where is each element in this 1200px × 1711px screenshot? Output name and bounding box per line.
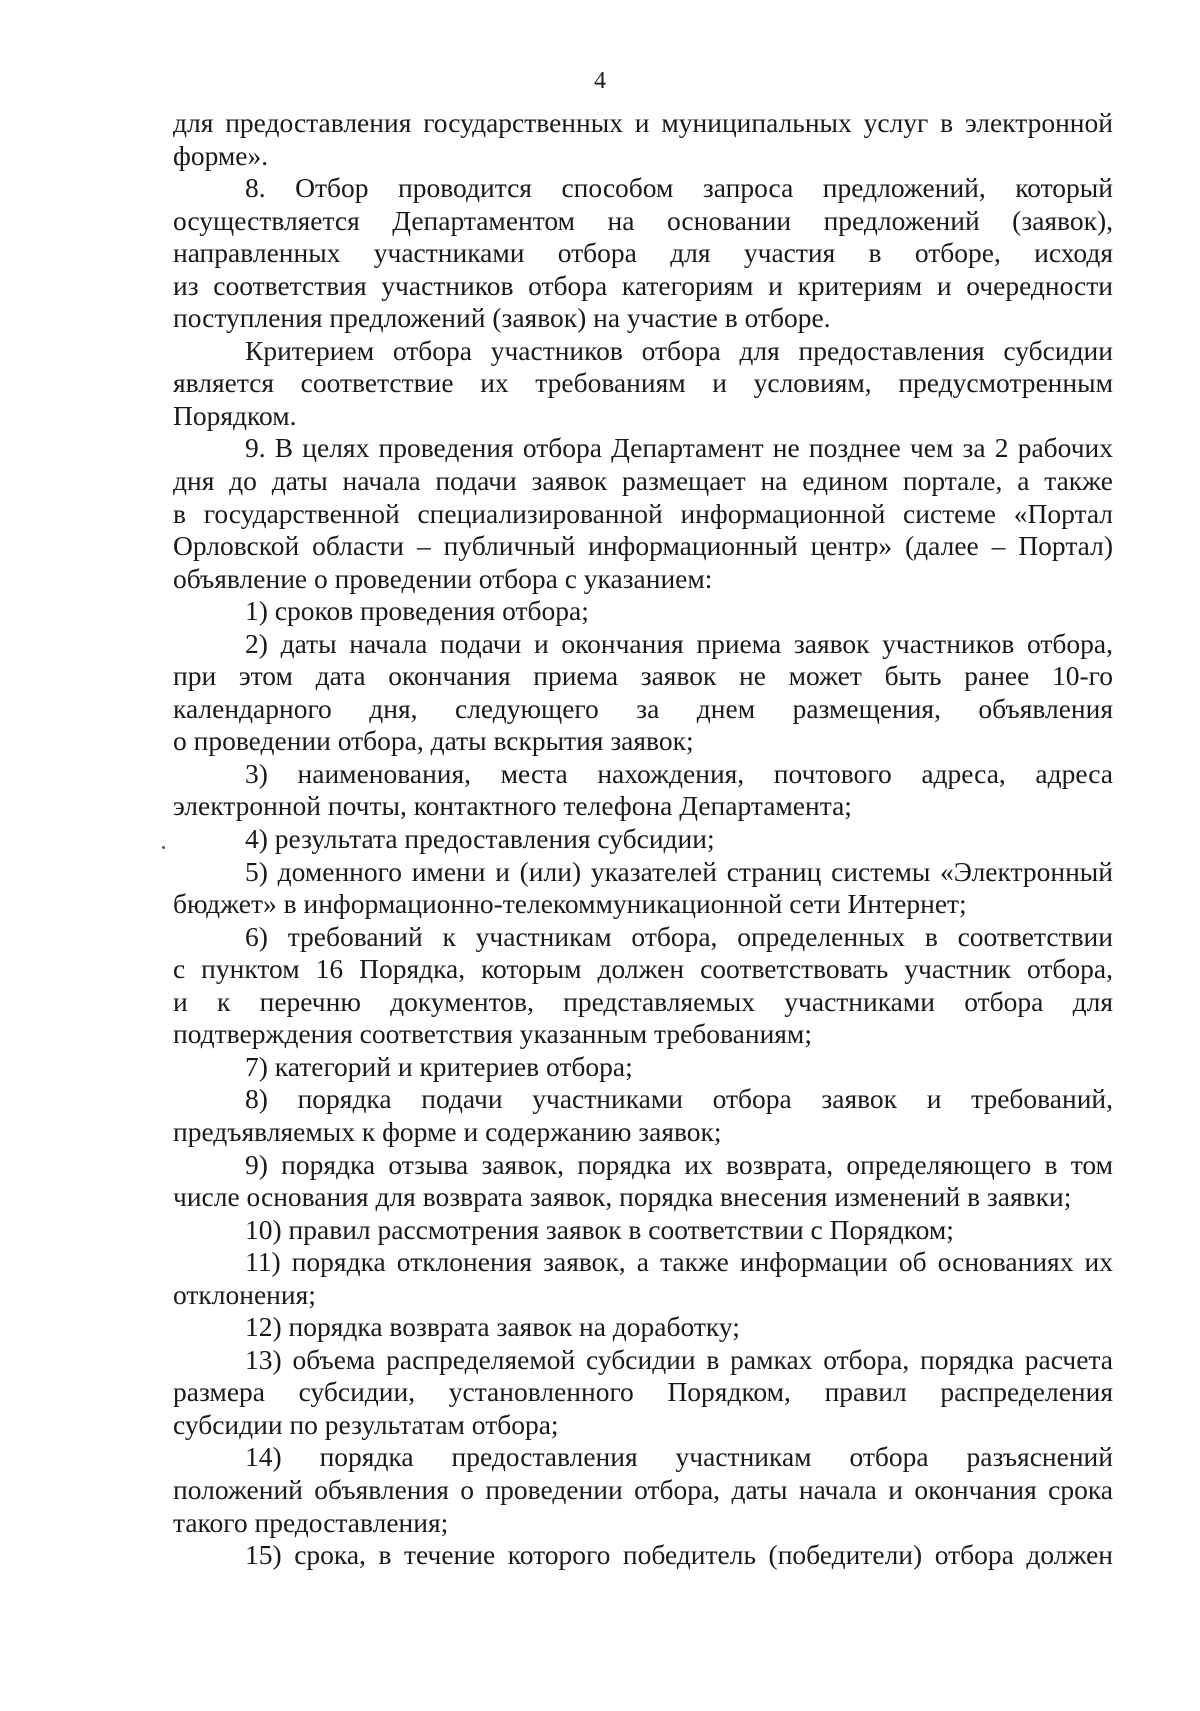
text-line: дня до даты начала подачи заявок размещает на едином портале, а также bbox=[173, 465, 1113, 497]
text-line: Критерием отбора участников отбора для предоставления субсидии bbox=[245, 334, 1113, 366]
text-line: 7) категорий и критериев отбора; bbox=[245, 1050, 633, 1082]
text-line: Орловской области – публичный информационный центр» (далее – Портал) bbox=[173, 530, 1113, 562]
text-line: числе основания для возврата заявок, порядка внесения изменений в заявки; bbox=[173, 1181, 1072, 1213]
text-line: 11) порядка отклонения заявок, а также информации об основаниях их bbox=[245, 1246, 1113, 1278]
text-line: электронной почты, контактного телефона Департамента; bbox=[173, 790, 852, 822]
text-line: 8. Отбор проводится способом запроса предложений, который bbox=[245, 172, 1113, 204]
text-line: в государственной специализированной информационной системе «Портал bbox=[173, 497, 1113, 529]
text-line: 10) правил рассмотрения заявок в соответствии с Порядком; bbox=[245, 1213, 954, 1245]
text-line: 6) требований к участникам отбора, определенных в соответствии bbox=[245, 920, 1113, 952]
text-line: 1) сроков проведения отбора; bbox=[245, 595, 589, 627]
text-line: 8) порядка подачи участниками отбора заявок и требований, bbox=[245, 1083, 1113, 1115]
text-line: положений объявления о проведении отбора, даты начала и окончания срока bbox=[173, 1473, 1113, 1505]
text-line: и к перечню документов, представляемых участниками отбора для bbox=[173, 985, 1113, 1017]
text-line: поступления предложений (заявок) на участие в отборе. bbox=[173, 302, 831, 334]
text-line: осуществляется Департаментом на основании предложений (заявок), bbox=[173, 204, 1113, 236]
text-line: 9) порядка отзыва заявок, порядка их возврата, определяющего в том bbox=[245, 1148, 1113, 1180]
text-line: о проведении отбора, даты вскрытия заявок; bbox=[173, 725, 694, 757]
text-line: 15) срока, в течение которого победитель (победители) отбора должен bbox=[245, 1539, 1113, 1571]
text-line: для предоставления государственных и муниципальных услуг в электронной bbox=[173, 107, 1113, 138]
text-line: форме». bbox=[173, 139, 269, 171]
scan-artifact-dot bbox=[162, 846, 165, 849]
text-line: субсидии по результатам отбора; bbox=[173, 1408, 559, 1440]
text-line: такого предоставления; bbox=[173, 1506, 449, 1538]
text-line: из соответствия участников отбора категориям и критериям и очередности bbox=[173, 269, 1113, 301]
text-line: бюджет» в информационно-телекоммуникационной сети Интернет; bbox=[173, 888, 967, 920]
text-line: с пунктом 16 Порядка, которым должен соответствовать участник отбора, bbox=[173, 953, 1113, 985]
text-line: 3) наименования, места нахождения, почтового адреса, адреса bbox=[245, 757, 1113, 789]
text-line: 2) даты начала подачи и окончания приема заявок участников отбора, bbox=[245, 627, 1113, 659]
text-line: 9. В целях проведения отбора Департамент не позднее чем за 2 рабочих bbox=[245, 432, 1113, 464]
text-line: при этом дата окончания приема заявок не может быть ранее 10-го bbox=[173, 660, 1113, 692]
text-line: подтверждения соответствия указанным требованиям; bbox=[173, 1018, 812, 1050]
text-line: отклонения; bbox=[173, 1278, 316, 1310]
page-number: 4 bbox=[594, 68, 606, 94]
text-line: размера субсидии, установленного Порядком, правил распределения bbox=[173, 1376, 1113, 1408]
text-line: 4) результата предоставления субсидии; bbox=[245, 823, 715, 855]
document-body bbox=[173, 107, 1113, 1572]
text-line: 13) объема распределяемой субсидии в рамках отбора, порядка расчета bbox=[245, 1343, 1113, 1375]
text-line: Порядком. bbox=[173, 399, 297, 431]
text-line: предъявляемых к форме и содержанию заявок; bbox=[173, 1115, 722, 1147]
text-line: 14) порядка предоставления участникам отбора разъяснений bbox=[245, 1441, 1113, 1473]
text-line: 12) порядка возврата заявок на доработку; bbox=[245, 1311, 740, 1343]
text-line: объявление о проведении отбора с указанием: bbox=[173, 562, 713, 594]
text-line: календарного дня, следующего за днем размещения, объявления bbox=[173, 692, 1113, 724]
text-line: направленных участниками отбора для участия в отборе, исходя bbox=[173, 237, 1113, 269]
text-line: 5) доменного имени и (или) указателей страниц системы «Электронный bbox=[245, 855, 1113, 887]
text-line: является соответствие их требованиям и условиям, предусмотренным bbox=[173, 367, 1113, 399]
